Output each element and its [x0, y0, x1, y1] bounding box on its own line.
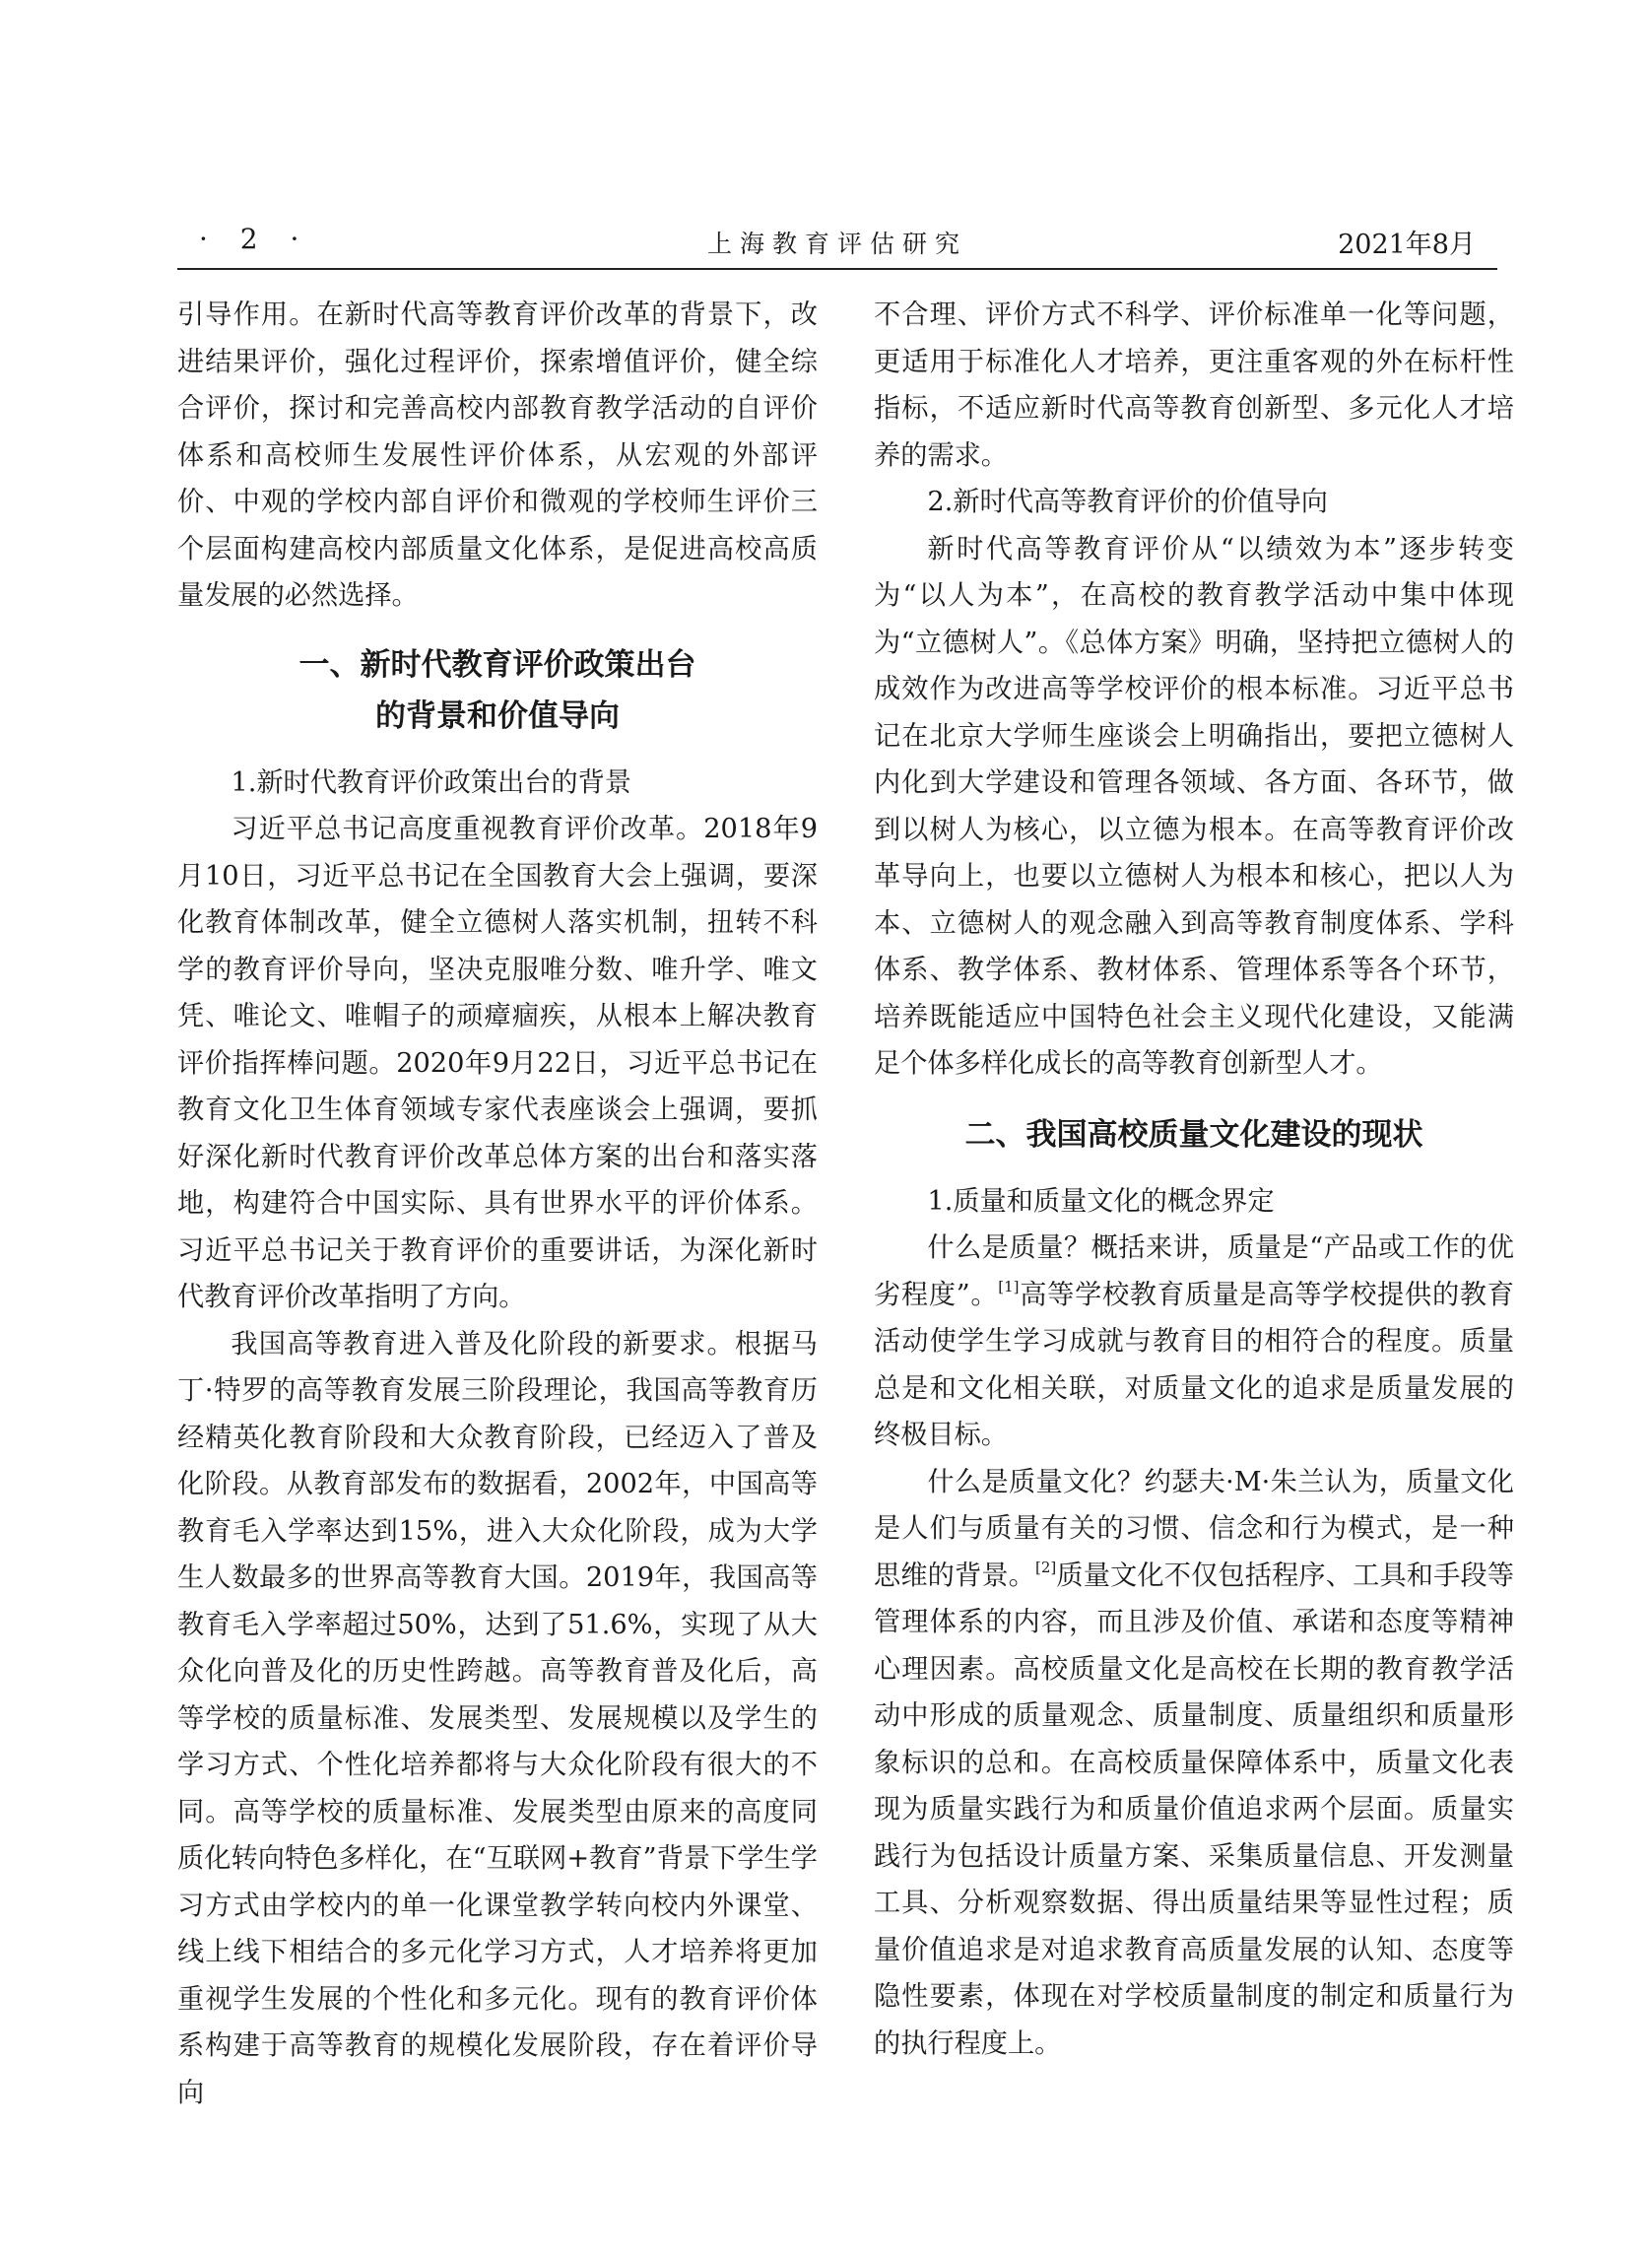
paragraph-continued-right: 不合理、评价方式不科学、评价标准单一化等问题，更适用于标准化人才培养，更注重客观的外在标杆性指标，不适应新时代高等教育创新型、多元化人才培养的需求。	[874, 299, 1514, 471]
quality-definition-text-b: 高等学校教育质量是高等学校提供的教育活动使学生学习成就与教育目的相符合的程度。质量总是和文化相关联，对质量文化的追求是质量发展的终极目标。	[874, 1279, 1514, 1450]
page-number: · 2 ·	[199, 223, 311, 255]
right-column	[874, 292, 1514, 2067]
section-heading-1-line1: 一、新时代教育评价政策出台	[298, 646, 696, 683]
subsection-heading-2: 2.新时代高等教育评价的价值导向	[927, 487, 1328, 517]
paragraph-continued: 引导作用。在新时代高等教育评价改革的背景下，改进结果评价，强化过程评价，探索增值评价，健全综合评价，探讨和完善高校内部教育教学活动的自评价体系和高校师生发展性评价体系，从宏观的外部评价、中观的学校内部自评价和微观的学校师生评价三个层面构建高校内部质量文化体系，是促进高校高质量发展的必然选择。	[177, 299, 818, 611]
quality-definition-text-a: 什么是质量？概括来讲，质量是“产品或工作的优劣程度”。	[874, 1232, 1514, 1310]
citation-1: [1]	[998, 1277, 1020, 1295]
section-heading-1	[177, 620, 818, 760]
paragraph-value-orientation: 新时代高等教育评价从“以绩效为本”逐步转变为“以人为本”，在高校的教育教学活动中集中体现为“立德树人”。《总体方案》明确，坚持把立德树人的成效作为改进高等学校评价的根本标准。习近平总书记在北京大学师生座谈会上明确指出，要把立德树人内化到大学建设和管理各领域、各方面、各环节，做到以树人为核心，以立德为根本。在高等教育评价改革导向上，也要以立德树人为根本和核心，把以人为本、立德树人的观念融入到高等教育制度体系、学科体系、教学体系、教材体系、管理体系等各个环节，培养既能适应中国特色社会主义现代化建设，又能满足个体多样化成长的高等教育创新型人才。	[874, 533, 1514, 1079]
quality-culture-text-b: 质量文化不仅包括程序、工具和手段等管理体系的内容，而且涉及价值、承诺和态度等精神心理因素。高校质量文化是高校在长期的教育教学活动中形成的质量观念、质量制度、质量组织和质量形象标识的总和。在高校质量保障体系中，质量文化表现为质量实践行为和质量价值追求两个层面。质量实践行为包括设计质量方案、采集质量信息、开发测量工具、分析观察数据、得出质量结果等显性过程；质量价值追求是对追求教育高质量发展的认知、态度等隐性要素，体现在对学校质量制度的制定和质量行为的执行程度上。	[874, 1560, 1514, 2059]
running-header	[177, 219, 1497, 270]
quality-culture-text-a: 什么是质量文化？约瑟夫·M·朱兰认为，质量文化是人们与质量有关的习惯、信念和行为模式，是一种思维的背景。	[874, 1466, 1514, 1591]
paragraph-policy-background: 习近平总书记高度重视教育评价改革。2018年9月10日，习近平总书记在全国教育大会上强调，要深化教育体制改革，健全立德树人落实机制，扭转不科学的教育评价导向，坚决克服唯分数、唯升学、唯文凭、唯论文、唯帽子的顽瘴痼疾，从根本上解决教育评价指挥棒问题。2020年9月22日，习近平总书记在教育文化卫生体育领域专家代表座谈会上强调，要抓好深化新时代教育评价改革总体方案的出台和落实落地，构建符合中国实际、具有世界水平的评价体系。习近平总书记关于教育评价的重要讲话，为深化新时代教育评价改革指明了方向。	[177, 814, 818, 1312]
paragraph-universalization: 我国高等教育进入普及化阶段的新要求。根据马丁·特罗的高等教育发展三阶段理论，我国高等教育历经精英化教育阶段和大众教育阶段，已经迈入了普及化阶段。从教育部发布的数据看，2002年，中国高等教育毛入学率达到15%，进入大众化阶段，成为大学生人数最多的世界高等教育大国。2019年，我国高等教育毛入学率超过50%，达到了51.6%，实现了从大众化向普及化的历史性跨越。高等教育普及化后，高等学校的质量标准、发展类型、发展规模以及学生的学习方式、个性化培养都将与大众化阶段有很大的不同。高等学校的质量标准、发展类型由原来的高度同质化转向特色多样化，在“互联网+教育”背景下学生学习方式由学校内的单一化课堂教学转向校内外课堂、线上线下相结合的多元化学习方式，人才培养将更加重视学生发展的个性化和多元化。现有的教育评价体系构建于高等教育的规模化发展阶段，存在着评价导向	[177, 1328, 818, 2108]
left-column	[177, 292, 818, 2116]
citation-2: [2]	[1035, 1558, 1057, 1576]
subsection-heading-1: 1.新时代教育评价政策出台的背景	[231, 766, 631, 798]
section-heading-1-line2: 的背景和价值导向	[375, 697, 620, 734]
paragraph-quality-definition	[874, 1225, 1514, 1459]
issue-date: 2021年8月	[1338, 230, 1476, 260]
subsection-heading-3: 1.质量和质量文化的概念界定	[927, 1185, 1275, 1217]
section-heading-2: 二、我国高校质量文化建设的现状	[964, 1116, 1423, 1153]
journal-title: 上海教育评估研究	[706, 230, 967, 258]
paragraph-quality-culture	[874, 1459, 1514, 2068]
